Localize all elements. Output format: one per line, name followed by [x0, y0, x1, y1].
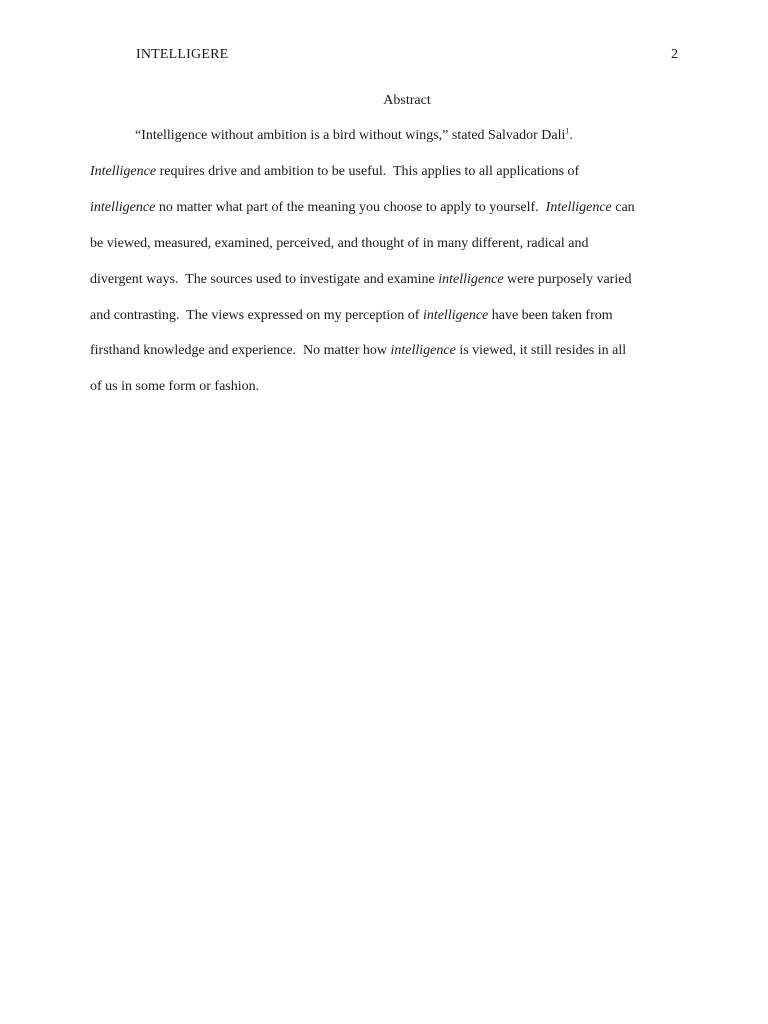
text-run: no matter what part of the meaning you choose to apply to yourself.	[155, 199, 546, 215]
text-run: be viewed, measured, examined, perceived, and thought of in many different, radical and	[90, 235, 589, 251]
abstract-line	[90, 190, 690, 226]
emphasized-term: intelligence	[438, 271, 504, 287]
text-run: have been taken from	[488, 307, 613, 323]
text-run: and contrasting. The views expressed on my perception of	[90, 307, 423, 323]
text-run: firsthand knowledge and experience. No matter how	[90, 343, 391, 359]
emphasized-term: intelligence	[390, 343, 456, 359]
text-run: requires drive and ambition to be useful. This applies to all applications of	[156, 163, 580, 179]
emphasized-term: intelligence	[422, 307, 489, 323]
text-run: “Intelligence without ambition is a bird without wings,” stated Salvador Dali	[135, 128, 566, 143]
running-head: INTELLIGERE	[136, 47, 229, 62]
abstract-line	[90, 154, 690, 190]
footnote-marker: 1	[565, 126, 570, 136]
emphasized-term: Intelligence	[90, 163, 157, 179]
text-run: divergent ways. The sources used to investigate and examine	[90, 271, 439, 287]
text-run: of us in some form or fashion.	[90, 379, 260, 395]
text-run: is viewed, it still resides in all	[455, 343, 627, 359]
text-run: can	[611, 199, 635, 215]
abstract-heading: Abstract	[383, 93, 431, 108]
text-run: were purposely varied	[503, 271, 632, 287]
text-run: .	[569, 128, 573, 143]
emphasized-term: intelligence	[90, 199, 156, 215]
abstract-line	[90, 369, 690, 405]
abstract-line	[90, 226, 690, 262]
page-number: 2	[671, 47, 678, 62]
abstract-line	[90, 262, 690, 298]
abstract-line	[90, 118, 690, 154]
abstract-line	[90, 333, 690, 369]
emphasized-term: Intelligence	[545, 199, 612, 215]
abstract-paragraph	[90, 118, 690, 405]
abstract-line	[90, 298, 690, 334]
